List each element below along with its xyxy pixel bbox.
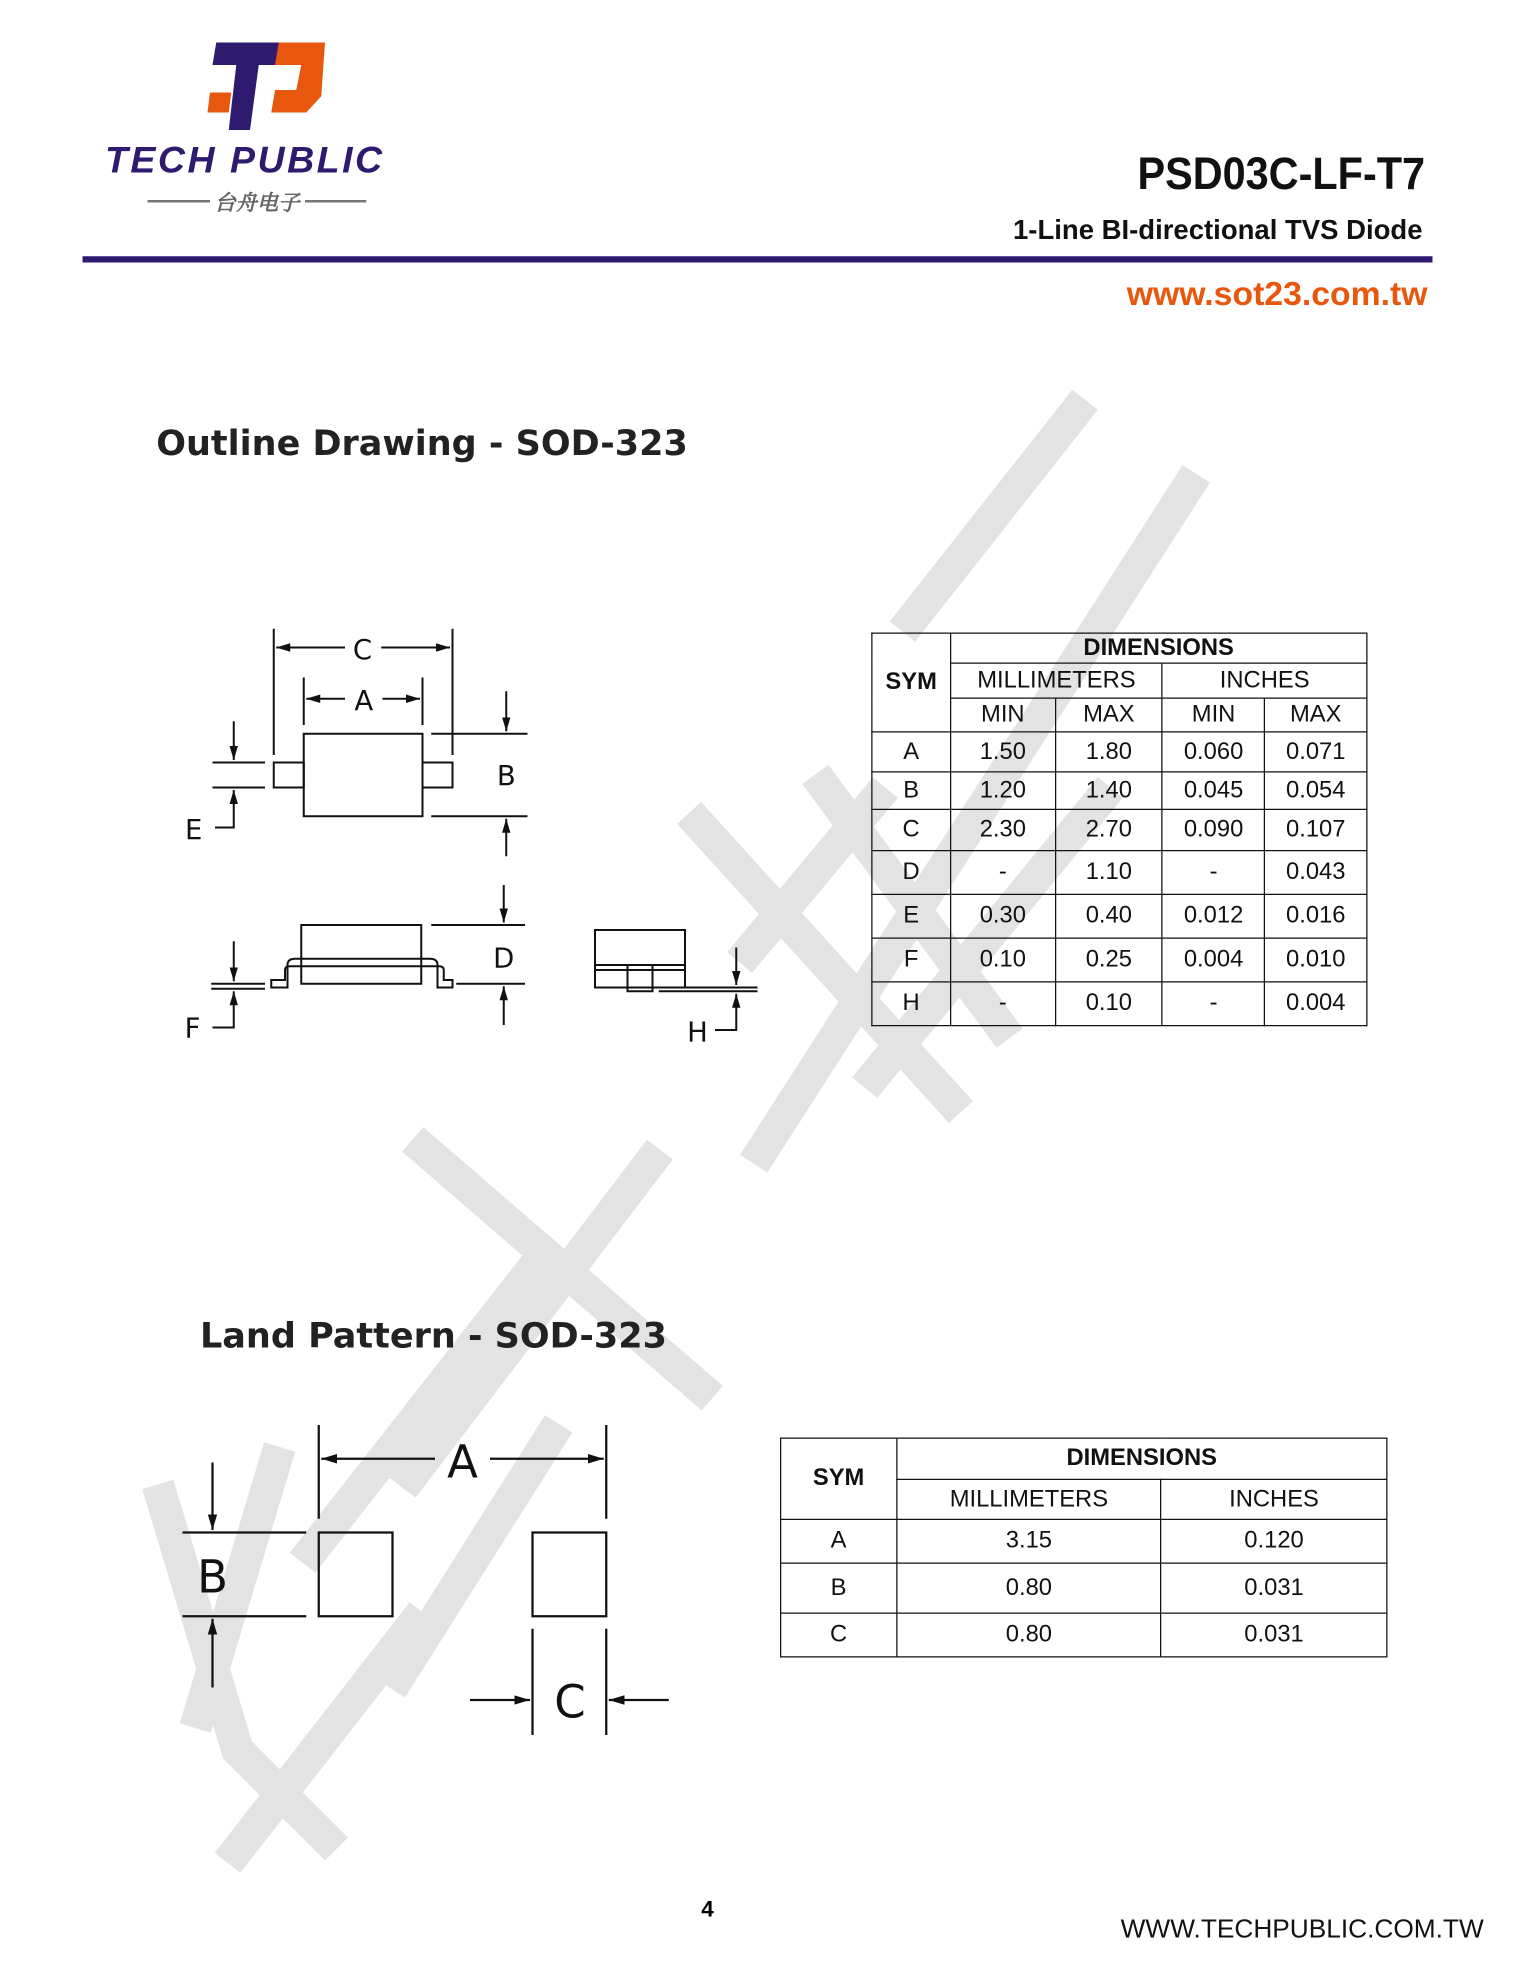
outline-end-view [595,930,758,1030]
cell-in-min: 0.090 [1162,809,1264,850]
part-description: 1-Line BI-directional TVS Diode [1013,213,1423,245]
sym-header: SYM [781,1438,897,1519]
in-min-header: MIN [1162,698,1264,732]
part-number: PSD03C-LF-T7 [1137,147,1425,199]
cell-sym: A [781,1519,897,1563]
table-row [872,732,1367,772]
dim-label-c: C [352,633,373,666]
land-pattern-heading: Land Pattern - SOD-323 [200,1315,667,1357]
table-row [872,982,1367,1026]
outline-dimensions-table [871,633,1367,1027]
cell-in: 0.031 [1161,1563,1387,1613]
land-label-a: A [447,1435,478,1489]
land-pattern-drawing [183,1425,669,1735]
inches-header: INCHES [1161,1479,1387,1519]
cell-mm-max: 1.80 [1055,732,1162,772]
table-row [781,1613,1387,1657]
table-row [872,938,1367,982]
cell-in-min: 0.012 [1162,894,1264,938]
page-number: 4 [701,1896,714,1922]
cell-mm-min: 0.30 [950,894,1055,938]
cell-sym: C [781,1613,897,1657]
cell-mm-max: 2.70 [1055,809,1162,850]
cell-mm: 0.80 [897,1563,1162,1613]
cell-in-min: 0.045 [1162,772,1264,810]
dim-label-e: E [185,813,203,846]
cell-mm-max: 0.10 [1055,982,1162,1026]
dim-label-h: H [687,1016,708,1049]
cell-mm-max: 0.40 [1055,894,1162,938]
dim-label-f: F [184,1012,201,1045]
cell-sym: B [872,772,951,810]
land-label-b: B [197,1550,228,1604]
brand-name: TECH PUBLIC [105,140,385,182]
cell-in: 0.120 [1161,1519,1387,1563]
cell-in-min: 0.060 [1162,732,1264,772]
in-max-header: MAX [1265,698,1367,732]
cell-mm-max: 1.40 [1055,772,1162,810]
sym-header: SYM [872,633,951,732]
millimeters-header: MILLIMETERS [897,1479,1162,1519]
table-row [781,1563,1387,1613]
cell-in: 0.031 [1161,1613,1387,1657]
cell-in-max: 0.016 [1265,894,1367,938]
cell-sym: A [872,732,951,772]
land-label-c: C [554,1675,586,1729]
cell-in-min: - [1162,851,1264,895]
cell-sym: B [781,1563,897,1613]
cell-mm-min: 0.10 [950,938,1055,982]
website-link[interactable]: www.sot23.com.tw [1126,275,1428,313]
cell-sym: F [872,938,951,982]
dimensions-header: DIMENSIONS [897,1438,1387,1479]
cell-mm-min: 1.20 [950,772,1055,810]
cell-mm-min: - [950,851,1055,895]
dim-label-a: A [354,685,374,718]
footer-website: WWW.TECHPUBLIC.COM.TW [1120,1915,1484,1944]
cell-mm: 3.15 [897,1519,1162,1563]
cell-in-max: 0.054 [1265,772,1367,810]
brand-chinese-text: 台舟电子 [214,191,300,215]
mm-max-header: MAX [1055,698,1162,732]
cell-in-max: 0.043 [1265,851,1367,895]
table-row [781,1519,1387,1563]
inches-header: INCHES [1162,663,1366,698]
cell-sym: C [872,809,951,850]
cell-in-max: 0.107 [1265,809,1367,850]
cell-in-max: 0.004 [1265,982,1367,1026]
land-dimensions-table [780,1438,1388,1658]
millimeters-header: MILLIMETERS [950,663,1162,698]
cell-in-min: 0.004 [1162,938,1264,982]
dim-label-d: D [493,942,515,975]
table-row [872,772,1367,810]
cell-in-max: 0.071 [1265,732,1367,772]
cell-mm: 0.80 [897,1613,1162,1657]
cell-mm-min: 1.50 [950,732,1055,772]
outline-side-view [211,885,525,1028]
dimensions-header: DIMENSIONS [950,633,1366,663]
cell-in-max: 0.010 [1265,938,1367,982]
cell-sym: H [872,982,951,1026]
cell-in-min: - [1162,982,1264,1026]
table-row [872,851,1367,895]
cell-mm-min: - [950,982,1055,1026]
cell-mm-max: 0.25 [1055,938,1162,982]
cell-mm-max: 1.10 [1055,851,1162,895]
cell-mm-min: 2.30 [950,809,1055,850]
dim-label-b: B [496,760,516,793]
cell-sym: D [872,851,951,895]
table-row [872,809,1367,850]
table-row [872,894,1367,938]
outline-heading: Outline Drawing - SOD-323 [156,422,688,464]
cell-sym: E [872,894,951,938]
mm-min-header: MIN [950,698,1055,732]
